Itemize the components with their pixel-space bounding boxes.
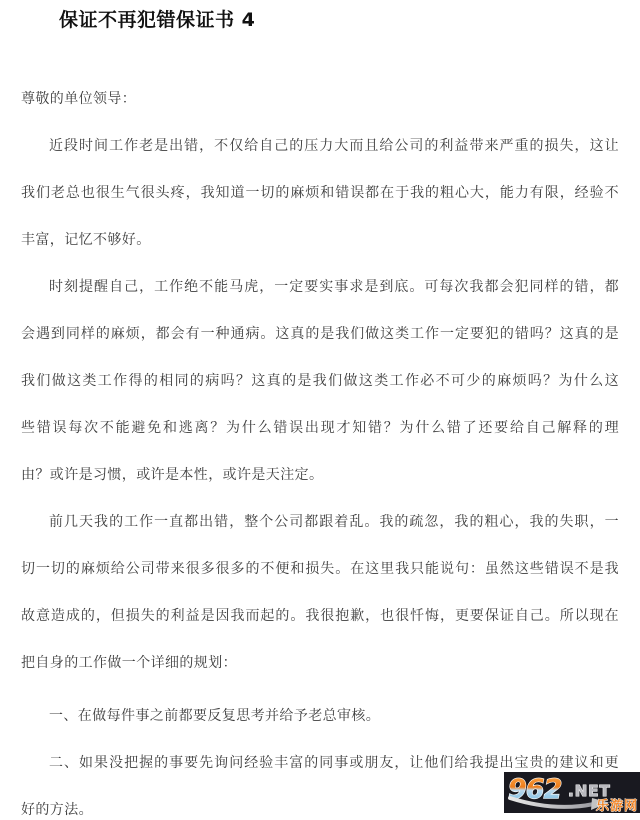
text-line: 好的方法。	[21, 802, 93, 818]
text-line: 二、如果没把握的事要先询问经验丰富的同事或朋友，让他们给我提出宝贵的建议和更	[49, 755, 619, 771]
text-line: 我们做这类工作得的相同的病吗？这真的是我们做这类工作必不可少的麻烦吗？为什么这	[21, 373, 619, 389]
text-line: 把自身的工作做一个详细的规划：	[21, 655, 237, 671]
logo-leyou-text: 乐游网	[596, 799, 639, 813]
paragraph-body	[21, 499, 619, 687]
text-line: 一、在做每件事之前都要反复思考并给予老总审核。	[49, 708, 381, 724]
logo-962-text: 962	[508, 774, 562, 805]
text-line: 故意造成的，但损失的利益是因我而起的。我很抱歉，也很忏悔，更要保证自己。所以现在	[21, 608, 619, 624]
paragraph-body	[21, 264, 619, 499]
paragraph-list-item	[21, 693, 619, 740]
text-line: 切一切的麻烦给公司带来很多很多的不便和损失。在这里我只能说句：虽然这些错误不是我	[21, 561, 619, 577]
962net-logo-icon	[504, 772, 640, 813]
paragraph-body	[21, 123, 619, 264]
logo-net-text: .NET	[568, 782, 611, 800]
text-line: 会遇到同样的麻烦，都会有一种通病。这真的是我们做这类工作一定要犯的错吗？这真的是	[21, 326, 619, 342]
text-line: 前几天我的工作一直都出错，整个公司都跟着乱。我的疏忽，我的粗心，我的失职，一	[49, 514, 619, 530]
text-line: 由？或许是习惯，或许是本性，或许是天注定。	[21, 467, 324, 483]
document-body	[21, 76, 619, 820]
paragraph-salutation	[21, 76, 619, 123]
text-line: 尊敬的单位领导：	[21, 91, 137, 107]
962net-logo	[504, 772, 640, 813]
text-line: 些错误每次不能避免和逃离？为什么错误出现才知错？为什么错了还要给自己解释的理	[21, 420, 619, 436]
text-line: 丰富，记忆不够好。	[21, 232, 151, 248]
document-title: 保证不再犯错保证书 4	[59, 9, 256, 31]
text-line: 时刻提醒自己，工作绝不能马虎，一定要实事求是到底。可每次我都会犯同样的错，都	[49, 279, 619, 295]
text-line: 近段时间工作老是出错，不仅给自己的压力大而且给公司的利益带来严重的损失，这让	[49, 138, 619, 154]
text-line: 我们老总也很生气很头疼，我知道一切的麻烦和错误都在于我的粗心大，能力有限，经验不	[21, 185, 619, 201]
